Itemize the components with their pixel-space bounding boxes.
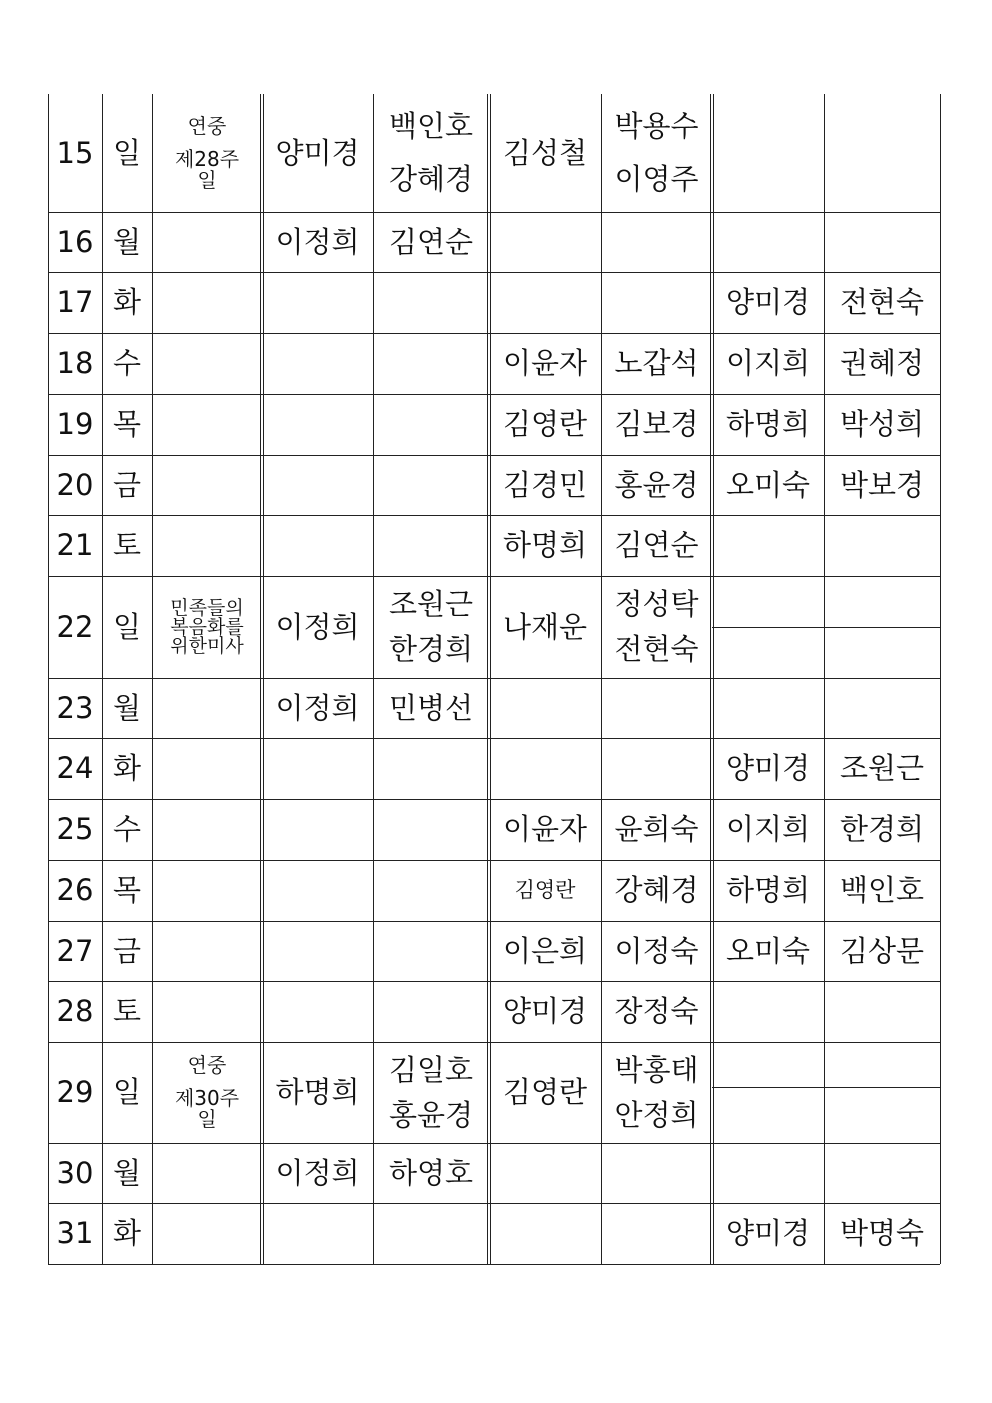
cell-lector [262, 394, 373, 455]
cell-day [102, 860, 152, 921]
cell-lector [262, 212, 373, 272]
cell-c6 [601, 333, 712, 394]
cell-date [48, 1143, 102, 1203]
cell-c5 [489, 576, 601, 678]
name-entry: 홍윤경 [388, 1097, 474, 1132]
weekday-label: 토 [112, 528, 141, 563]
name-entry: 김영란 [502, 407, 588, 442]
cell-day [102, 333, 152, 394]
cell-c6 [601, 860, 712, 921]
cell-c5 [489, 394, 601, 455]
date-number: 31 [56, 1216, 94, 1251]
cell-c7 [712, 455, 824, 515]
cell-c7 [712, 333, 824, 394]
cell-c6 [601, 921, 712, 981]
cell-note [152, 212, 262, 272]
cell-lector [262, 272, 373, 333]
cell-c8 [824, 394, 940, 455]
cell-c8 [824, 455, 940, 515]
name-entry: 이영주 [614, 162, 699, 197]
date-number: 29 [56, 1075, 94, 1110]
cell-c5 [489, 860, 601, 921]
mass-note-line: 복음화를 [170, 615, 244, 638]
name-entry: 하명희 [502, 528, 588, 563]
cell-c7 [712, 1203, 824, 1264]
name-entry: 이지희 [725, 346, 811, 381]
name-entry: 양미경 [502, 994, 588, 1029]
date-number: 20 [56, 467, 94, 502]
cell-c4 [373, 921, 489, 981]
name-entry: 양미경 [275, 135, 360, 170]
cell-day [102, 1203, 152, 1264]
cell-note [152, 799, 262, 860]
mass-note-line: 민족들의 [170, 596, 244, 619]
cell-c6 [601, 576, 712, 678]
cell-c8 [824, 576, 940, 678]
name-entry: 강혜경 [614, 873, 699, 908]
name-entry: 이지희 [725, 812, 811, 847]
cell-c7 [712, 94, 824, 212]
weekday-label: 일 [112, 1075, 141, 1110]
date-number: 22 [56, 609, 94, 644]
cell-c8 [824, 799, 940, 860]
name-entry: 이은희 [502, 933, 588, 968]
name-entry: 양미경 [725, 285, 811, 320]
weekday-label: 금 [112, 933, 141, 968]
date-number: 21 [56, 528, 94, 563]
name-entry: 박명숙 [839, 1216, 925, 1251]
cell-note [152, 94, 262, 212]
cell-day [102, 212, 152, 272]
cell-date [48, 455, 102, 515]
date-number: 19 [56, 407, 94, 442]
cell-note [152, 921, 262, 981]
cell-date [48, 1042, 102, 1143]
name-entry: 김일호 [388, 1053, 474, 1088]
cell-day [102, 394, 152, 455]
cell-date [48, 921, 102, 981]
cell-day [102, 272, 152, 333]
name-entry: 민병선 [388, 690, 474, 725]
name-entry: 홍윤경 [614, 467, 699, 502]
cell-c4 [373, 799, 489, 860]
name-entry: 한경희 [388, 632, 474, 667]
name-entry: 이정희 [275, 1155, 360, 1190]
cell-c8 [824, 1203, 940, 1264]
cell-note [152, 576, 262, 678]
cell-note [152, 1203, 262, 1264]
name-entry: 박용수 [614, 109, 699, 144]
cell-c5 [489, 921, 601, 981]
cell-c6 [601, 981, 712, 1042]
cell-c7 [712, 515, 824, 576]
weekday-label: 목 [112, 873, 141, 908]
name-entry: 박성희 [839, 407, 925, 442]
cell-c6 [601, 678, 712, 738]
cell-c8 [824, 333, 940, 394]
schedule-table [48, 94, 940, 1264]
cell-c7 [712, 738, 824, 799]
cell-c5 [489, 272, 601, 333]
weekday-label: 토 [112, 994, 141, 1029]
cell-note [152, 1143, 262, 1203]
cell-c8 [824, 212, 940, 272]
date-number: 30 [56, 1155, 94, 1190]
mass-note-line: 연중 [187, 113, 227, 138]
cell-date [48, 576, 102, 678]
name-entry: 김연순 [388, 224, 474, 259]
cell-day [102, 981, 152, 1042]
cell-day [102, 1143, 152, 1203]
cell-c4 [373, 1042, 489, 1143]
name-entry: 정성탁 [614, 587, 699, 622]
mass-note-line: 제28주 [174, 146, 240, 171]
cell-date [48, 515, 102, 576]
cell-note [152, 678, 262, 738]
mass-note-line: 일 [197, 1107, 217, 1131]
cell-lector [262, 678, 373, 738]
cell-c8 [824, 515, 940, 576]
name-entry: 조원근 [839, 751, 925, 786]
name-entry: 이윤자 [502, 346, 588, 381]
name-entry: 노갑석 [614, 346, 699, 381]
cell-date [48, 94, 102, 212]
cell-date [48, 272, 102, 333]
cell-c5 [489, 1042, 601, 1143]
cell-day [102, 1042, 152, 1143]
cell-date [48, 738, 102, 799]
name-entry: 안정희 [614, 1097, 699, 1132]
cell-note [152, 981, 262, 1042]
cell-c4 [373, 1143, 489, 1203]
cell-c5 [489, 738, 601, 799]
mass-note-line: 연중 [187, 1053, 227, 1077]
cell-c8 [824, 678, 940, 738]
name-entry: 이정희 [275, 224, 360, 259]
cell-note [152, 1042, 262, 1143]
cell-c4 [373, 738, 489, 799]
cell-c7 [712, 1042, 824, 1143]
name-entry: 하명희 [725, 407, 811, 442]
mass-note-line: 일 [197, 167, 217, 192]
name-entry: 백인호 [388, 109, 474, 144]
cell-day [102, 738, 152, 799]
cell-c4 [373, 860, 489, 921]
cell-c4 [373, 455, 489, 515]
cell-c7 [712, 576, 824, 678]
cell-c8 [824, 860, 940, 921]
cell-c4 [373, 394, 489, 455]
weekday-label: 금 [112, 467, 141, 502]
cell-c6 [601, 1143, 712, 1203]
cell-c6 [601, 212, 712, 272]
cell-day [102, 94, 152, 212]
cell-c5 [489, 799, 601, 860]
cell-c4 [373, 678, 489, 738]
cell-lector [262, 1143, 373, 1203]
weekday-label: 수 [112, 812, 141, 847]
cell-lector [262, 921, 373, 981]
cell-note [152, 333, 262, 394]
cell-c4 [373, 212, 489, 272]
cell-c8 [824, 921, 940, 981]
cell-lector [262, 738, 373, 799]
cell-note [152, 272, 262, 333]
name-entry: 양미경 [725, 751, 811, 786]
grid-line-h [48, 1264, 940, 1265]
cell-day [102, 455, 152, 515]
cell-date [48, 212, 102, 272]
date-number: 27 [56, 933, 94, 968]
cell-c8 [824, 272, 940, 333]
weekday-label: 일 [112, 135, 141, 170]
weekday-label: 화 [112, 285, 141, 320]
cell-c8 [824, 981, 940, 1042]
cell-note [152, 515, 262, 576]
cell-c7 [712, 678, 824, 738]
cell-c7 [712, 212, 824, 272]
name-entry: 김영란 [514, 878, 576, 903]
date-number: 24 [56, 751, 94, 786]
cell-c5 [489, 333, 601, 394]
name-entry: 윤희숙 [614, 812, 699, 847]
name-entry: 강혜경 [388, 162, 474, 197]
name-entry: 조원근 [388, 587, 474, 622]
grid-line-v [940, 94, 941, 1264]
cell-date [48, 860, 102, 921]
name-entry: 김상문 [839, 933, 925, 968]
cell-lector [262, 576, 373, 678]
cell-lector [262, 799, 373, 860]
name-entry: 권혜정 [839, 346, 925, 381]
name-entry: 오미숙 [725, 467, 811, 502]
cell-c7 [712, 272, 824, 333]
cell-c7 [712, 981, 824, 1042]
weekday-label: 월 [112, 690, 141, 725]
cell-c6 [601, 455, 712, 515]
cell-c4 [373, 1203, 489, 1264]
mass-note-line: 위한미사 [170, 634, 244, 657]
date-number: 17 [56, 285, 94, 320]
cell-note [152, 455, 262, 515]
cell-lector [262, 515, 373, 576]
date-number: 18 [56, 346, 94, 381]
cell-day [102, 576, 152, 678]
cell-date [48, 981, 102, 1042]
cell-c7 [712, 799, 824, 860]
date-number: 16 [56, 224, 94, 259]
name-entry: 김성철 [502, 135, 588, 170]
cell-note [152, 860, 262, 921]
name-entry: 김보경 [614, 407, 699, 442]
cell-day [102, 921, 152, 981]
cell-c4 [373, 515, 489, 576]
name-entry: 김경민 [502, 467, 588, 502]
name-entry: 박보경 [839, 467, 925, 502]
cell-c4 [373, 981, 489, 1042]
name-entry: 김영란 [502, 1075, 588, 1110]
name-entry: 하영호 [388, 1155, 474, 1190]
name-entry: 이정숙 [614, 933, 699, 968]
cell-lector [262, 860, 373, 921]
cell-c6 [601, 799, 712, 860]
cell-c6 [601, 394, 712, 455]
name-entry: 김연순 [614, 528, 699, 563]
cell-note [152, 738, 262, 799]
cell-c6 [601, 1042, 712, 1143]
date-number: 15 [56, 135, 94, 170]
cell-c5 [489, 678, 601, 738]
cell-c7 [712, 394, 824, 455]
cell-c5 [489, 1203, 601, 1264]
weekday-label: 화 [112, 751, 141, 786]
name-entry: 오미숙 [725, 933, 811, 968]
name-entry: 하명희 [725, 873, 811, 908]
name-entry: 나재운 [502, 609, 588, 644]
name-entry: 한경희 [839, 812, 925, 847]
cell-c4 [373, 333, 489, 394]
cell-c8 [824, 1143, 940, 1203]
name-entry: 양미경 [725, 1216, 811, 1251]
cell-day [102, 678, 152, 738]
cell-c6 [601, 738, 712, 799]
cell-c5 [489, 212, 601, 272]
cell-lector [262, 455, 373, 515]
weekday-label: 월 [112, 224, 141, 259]
name-entry: 박홍태 [614, 1053, 699, 1088]
cell-c6 [601, 272, 712, 333]
name-entry: 하명희 [275, 1075, 360, 1110]
cell-date [48, 799, 102, 860]
cell-lector [262, 1042, 373, 1143]
cell-day [102, 515, 152, 576]
cell-date [48, 678, 102, 738]
cell-c8 [824, 94, 940, 212]
mass-note-line: 제30주 [174, 1086, 240, 1110]
name-entry: 이정희 [275, 690, 360, 725]
cell-c5 [489, 94, 601, 212]
cell-lector [262, 981, 373, 1042]
cell-c6 [601, 1203, 712, 1264]
cell-c5 [489, 515, 601, 576]
cell-day [102, 799, 152, 860]
weekday-label: 월 [112, 1155, 141, 1190]
cell-c4 [373, 576, 489, 678]
cell-date [48, 333, 102, 394]
date-number: 28 [56, 994, 94, 1029]
date-number: 23 [56, 690, 94, 725]
name-entry: 백인호 [839, 873, 925, 908]
name-entry: 이정희 [275, 609, 360, 644]
cell-c6 [601, 515, 712, 576]
name-entry: 이윤자 [502, 812, 588, 847]
weekday-label: 화 [112, 1216, 141, 1251]
weekday-label: 목 [112, 407, 141, 442]
date-number: 25 [56, 812, 94, 847]
cell-c4 [373, 272, 489, 333]
name-entry: 전현숙 [839, 285, 925, 320]
cell-note [152, 394, 262, 455]
cell-c8 [824, 1042, 940, 1143]
cell-c5 [489, 981, 601, 1042]
date-number: 26 [56, 873, 94, 908]
cell-c7 [712, 1143, 824, 1203]
cell-c6 [601, 94, 712, 212]
cell-c5 [489, 455, 601, 515]
cell-c7 [712, 921, 824, 981]
name-entry: 전현숙 [614, 632, 699, 667]
cell-c4 [373, 94, 489, 212]
weekday-label: 일 [112, 609, 141, 644]
weekday-label: 수 [112, 346, 141, 381]
cell-c5 [489, 1143, 601, 1203]
cell-date [48, 394, 102, 455]
cell-lector [262, 94, 373, 212]
cell-c7 [712, 860, 824, 921]
cell-lector [262, 1203, 373, 1264]
name-entry: 장정숙 [614, 994, 699, 1029]
cell-lector [262, 333, 373, 394]
cell-date [48, 1203, 102, 1264]
cell-c8 [824, 738, 940, 799]
